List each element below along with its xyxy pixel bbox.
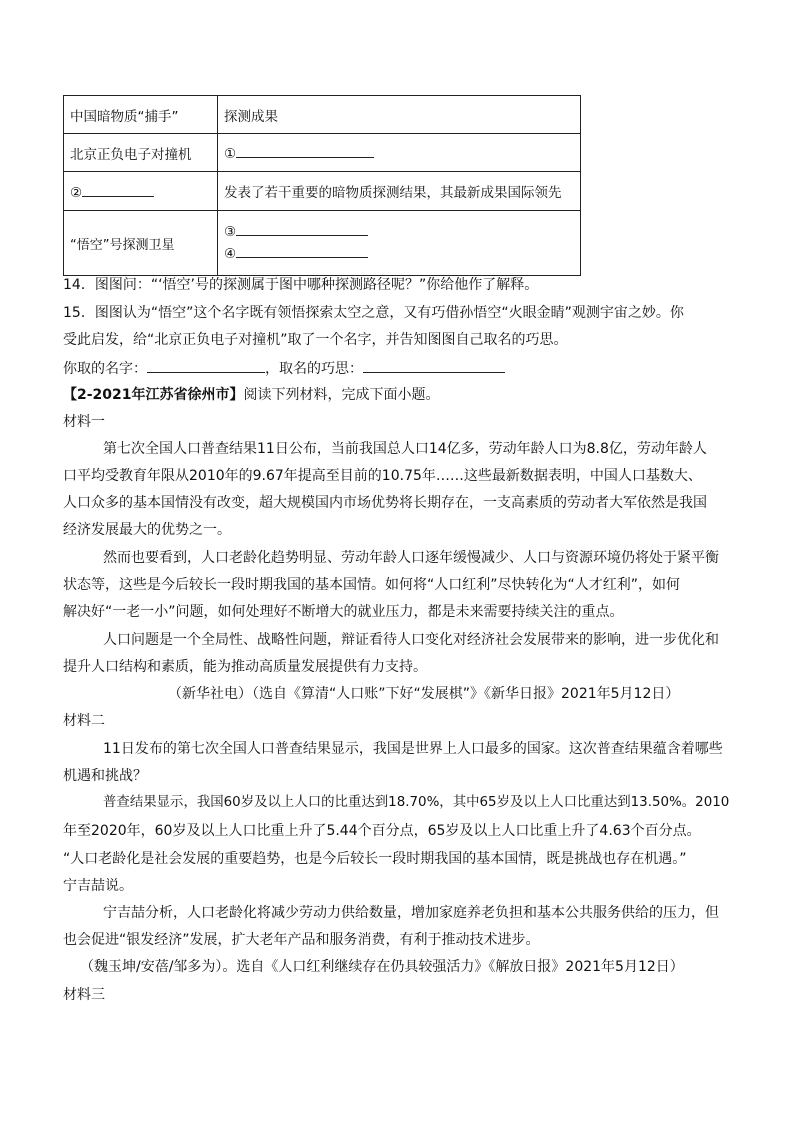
blank-marker: ② <box>70 184 83 201</box>
material-2-source: （魏玉坤/安蓓/邹多为）。选自《人口红利继续存在仍具较强活力》《解放日报》2021年5月12日） <box>80 959 684 975</box>
paragraph-line: 第七次全国人口普查结果11日公布，当前我国总人口14亿多，劳动年龄人口为8.8亿，劳动年龄人 <box>103 441 707 457</box>
table-row <box>64 172 581 211</box>
paragraph-line: 口平均受教育年限从2010年的9.67年提高至目前的10.75年……这些最新数据表明，中国人口基数大、 <box>63 468 702 484</box>
paragraph-line: 11日发布的第七次全国人口普查结果显示，我国是世界上人口最多的国家。这次普查结果蕴含着哪些 <box>103 741 723 757</box>
question-15-line: 15．图图认为“悟空”这个名字既有领悟探索太空之意，又有巧借孙悟空“火眼金睛”观测宇宙之妙。你 <box>63 305 684 321</box>
material-3-title: 材料三 <box>63 987 105 1003</box>
paragraph-line: 机遇和挑战？ <box>63 768 147 784</box>
paragraph-line: 解决好“一老一小”问题，如何处理好不断增大的就业压力，都是未来需要持续关注的重点。 <box>63 604 624 620</box>
blank-marker: ④ <box>224 246 237 262</box>
section-tag: 【2-2021年江苏省徐州市】 <box>63 387 244 403</box>
paragraph-line: 然而也要看到，人口老龄化趋势明显、劳动年龄人口逐年缓慢减少、人口与资源环境仍将处于紧平衡 <box>103 550 719 566</box>
name-label: 你取的名字： <box>63 361 147 377</box>
fill-blank[interactable] <box>236 221 368 236</box>
table-cell <box>64 172 218 211</box>
section-instruction: 阅读下列材料，完成下面小题。 <box>243 387 440 403</box>
paragraph-line: 宁吉喆分析，人口老龄化将减少劳动力供给数量，增加家庭养老负担和基本公共服务供给的压力，但 <box>103 905 719 921</box>
section-header <box>63 386 440 404</box>
table-row <box>64 134 581 172</box>
question-15-line: 受此启发，给“北京正负电子对撞机”取了一个名字，并告知图图自己取名的巧思。 <box>63 332 568 348</box>
table-cell: “悟空”号探测卫星 <box>64 211 218 276</box>
paragraph-line: 人口众多的基本国情没有改变，超大规模国内市场优势将长期存在，一支高素质的劳动者大军依然是我国 <box>63 495 707 511</box>
paragraph-line: 也会促进“银发经济”发展，扩大老年产品和服务消费，有利于推动技术进步。 <box>63 932 540 948</box>
material-2-title: 材料二 <box>63 713 105 729</box>
paragraph-line: 年至2020年，60岁及以上人口比重上升了5.44个百分点，65岁及以上人口比重上升了4.63个百分点。 <box>63 823 701 839</box>
paragraph-line: 经济发展最大的优势之一。 <box>63 522 231 538</box>
idea-blank[interactable] <box>363 358 505 373</box>
table-cell: 中国暗物质“捕手” <box>64 96 218 134</box>
idea-label: ，取名的巧思： <box>265 361 363 377</box>
table-cell: 探测成果 <box>218 96 581 134</box>
paragraph-line: “人口老龄化是社会发展的重要趋势，也是今后较长一段时期我国的基本国情，既是挑战也存在机遇。” <box>63 851 687 867</box>
material-1-source: （新华社电）（选自《算清“人口账”下好“发展棋”》《新华日报》2021年5月12日） <box>168 686 680 702</box>
table-cell: 发表了若干重要的暗物质探测结果，其最新成果国际领先 <box>218 172 581 211</box>
paragraph-line: 普查结果显示，我国60岁及以上人口的比重达到18.70%，其中65岁及以上人口比重达到13.50%。2010 <box>103 795 730 810</box>
paragraph-line: 状态等，这些是今后较长一段时期我国的基本国情。如何将“人口红利”尽快转化为“人才红利”，如何 <box>63 577 681 593</box>
material-1-title: 材料一 <box>63 414 105 430</box>
table-cell <box>218 211 581 276</box>
table-row <box>64 96 581 134</box>
blank-marker: ① <box>224 146 237 162</box>
dark-matter-table <box>63 95 581 276</box>
paragraph-line: 宁吉喆说。 <box>63 878 133 894</box>
paragraph-line: 人口问题是一个全局性、战略性问题，辩证看待人口变化对经济社会发展带来的影响，进一步优化和 <box>103 632 719 648</box>
table-row <box>64 211 581 276</box>
paragraph-line: 提升人口结构和素质，能为推动高质量发展提供有力支持。 <box>63 659 427 675</box>
fill-blank[interactable] <box>82 182 154 197</box>
answer-line <box>63 358 505 378</box>
table-cell <box>218 134 581 172</box>
fill-blank[interactable] <box>236 143 374 158</box>
fill-blank[interactable] <box>236 243 368 258</box>
table-cell: 北京正负电子对撞机 <box>64 134 218 172</box>
name-blank[interactable] <box>147 358 265 373</box>
question-14: 14．图图问：“‘悟空’号的探测属于图中哪种探测路径呢？”你给他作了解释。 <box>63 277 539 293</box>
blank-marker: ③ <box>224 224 237 240</box>
